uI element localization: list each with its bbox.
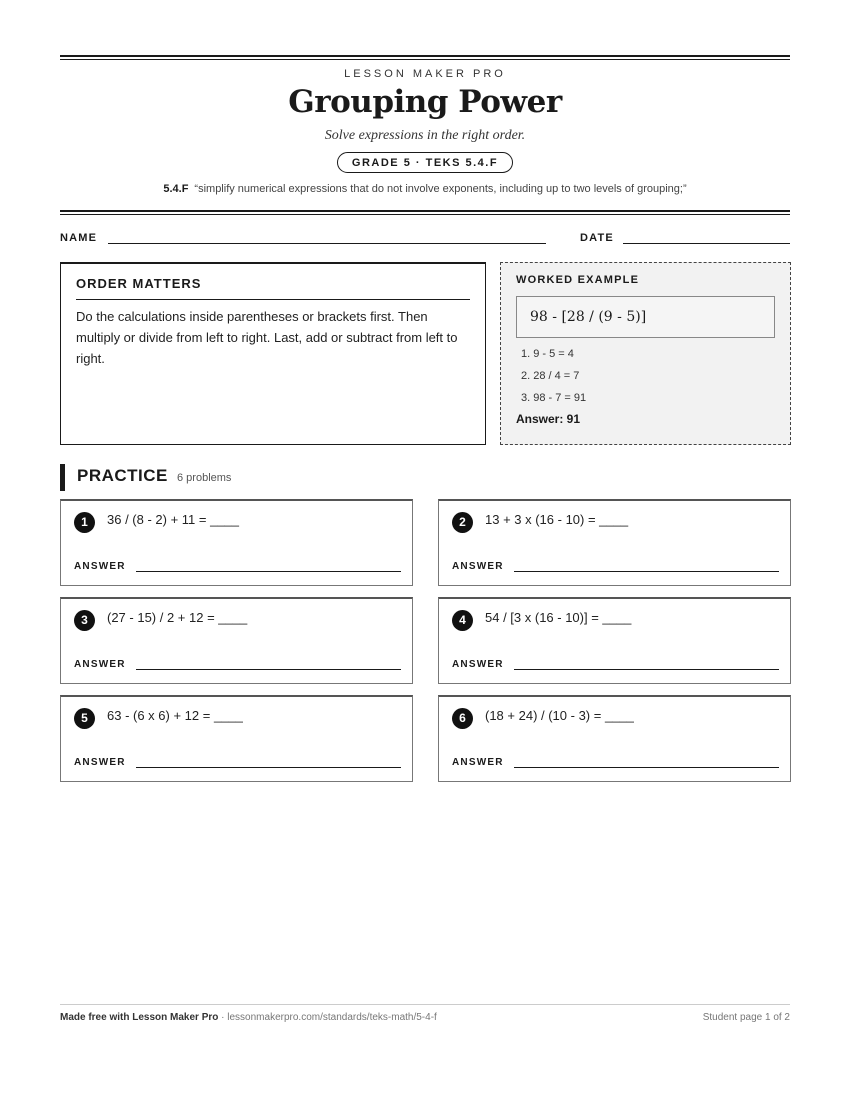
footer-divider (60, 1004, 790, 1005)
problem-card-5 (60, 695, 413, 782)
answer-field[interactable] (136, 571, 401, 572)
problem-question: 13 + 3 x (16 - 10) = ____ (485, 512, 629, 527)
problem-card-1 (60, 499, 413, 586)
answer-field[interactable] (514, 767, 779, 768)
footer-page-number: Student page 1 of 2 (702, 1012, 790, 1023)
problem-number-badge: 2 (452, 512, 473, 533)
problem-card-4 (438, 597, 791, 684)
problem-number-badge: 5 (74, 708, 95, 729)
problem-card-3 (60, 597, 413, 684)
example-step: 3. 98 - 7 = 91 (521, 392, 587, 404)
answer-label: ANSWER (74, 659, 126, 670)
example-steps (516, 343, 775, 409)
page-title: Grouping Power (288, 84, 562, 120)
problem-number-badge: 4 (452, 610, 473, 631)
example-answer: Answer: 91 (516, 412, 581, 426)
example-step: 1. 9 - 5 = 4 (521, 348, 574, 360)
date-label: DATE (580, 232, 614, 244)
brand-name: LESSON MAKER PRO (344, 68, 506, 80)
standard-text: “simplify numerical expressions that do not involve exponents, including up to two levels of grouping;” (194, 183, 687, 195)
problem-question: (27 - 15) / 2 + 12 = ____ (107, 610, 248, 625)
order-matters-text: Do the calculations inside parentheses or brackets first. Then multiply or divide from left to right. Last, add or subtract from left to right. (76, 309, 458, 366)
answer-field[interactable] (514, 669, 779, 670)
practice-accent-bar (60, 464, 65, 491)
practice-heading: PRACTICE (77, 466, 168, 485)
example-expression: 98 - [28 / (9 - 5)] (516, 296, 775, 338)
answer-field[interactable] (514, 571, 779, 572)
problem-number-badge: 1 (74, 512, 95, 533)
name-field[interactable] (108, 243, 546, 244)
answer-label: ANSWER (452, 659, 504, 670)
header-bottom-double-rule (60, 210, 790, 215)
grade-badge: GRADE 5 · TEKS 5.4.F (337, 152, 513, 173)
footer-credit (60, 1012, 437, 1023)
footer-url[interactable]: · lessonmakerpro.com/standards/teks-math/5-4-f (218, 1012, 437, 1023)
worked-example-heading: WORKED EXAMPLE (516, 274, 640, 286)
order-matters-heading: ORDER MATTERS (76, 276, 470, 300)
example-step: 2. 28 / 4 = 7 (521, 370, 580, 382)
problem-question: 63 - (6 x 6) + 12 = ____ (107, 708, 243, 723)
problem-card-6 (438, 695, 791, 782)
answer-label: ANSWER (74, 561, 126, 572)
problem-question: (18 + 24) / (10 - 3) = ____ (485, 708, 634, 723)
problem-question: 36 / (8 - 2) + 11 = ____ (107, 512, 240, 527)
page-subtitle: Solve expressions in the right order. (324, 128, 526, 143)
top-double-rule (60, 55, 790, 60)
answer-label: ANSWER (74, 757, 126, 768)
answer-field[interactable] (136, 669, 401, 670)
answer-label: ANSWER (452, 561, 504, 572)
answer-field[interactable] (136, 767, 401, 768)
practice-count: 6 problems (177, 472, 232, 484)
problem-card-2 (438, 499, 791, 586)
name-label: NAME (60, 232, 98, 244)
problem-number-badge: 3 (74, 610, 95, 631)
order-matters-box (60, 262, 486, 445)
standard-statement (0, 183, 850, 195)
problem-number-badge: 6 (452, 708, 473, 729)
worked-example-box (500, 262, 791, 445)
answer-label: ANSWER (452, 757, 504, 768)
date-field[interactable] (623, 243, 790, 244)
standard-code: 5.4.F (163, 183, 189, 195)
footer-made-with: Made free with Lesson Maker Pro (60, 1012, 219, 1023)
problem-question: 54 / [3 x (16 - 10)] = ____ (485, 610, 632, 625)
